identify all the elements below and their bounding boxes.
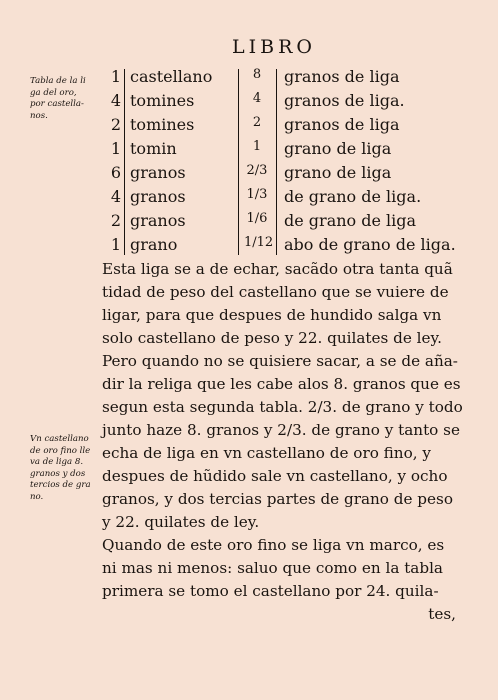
side-note-line: granos y dos [30,468,86,479]
table-cell: granos [130,211,186,230]
table-cell: 4 [252,91,262,106]
table-row [100,67,470,90]
side-note-table [30,76,100,122]
text-line: tidad de peso del castellano que se vuiere de [102,283,449,301]
table-cell: 1 [110,67,122,86]
side-note-line: va de liga 8. [30,457,84,467]
table-cell: granos [130,163,186,182]
side-note-line: ga del oro, [30,87,77,98]
table-cell: grano de liga [284,163,392,182]
text-line: junto haze 8. granos y 2/3. de grano y tanto se [102,421,460,439]
text-line: tes, [428,605,456,623]
running-head: LIBRO [232,36,316,58]
table-row [100,115,470,138]
table-cell: granos de liga [284,67,400,86]
table-cell: tomines [130,115,195,134]
text-line: primera se tomo el castellano por 24. quila- [102,582,439,600]
table-cell: 1/6 [246,211,268,226]
table-cell: de grano de liga. [284,187,422,206]
text-line: ligar, para que despues de hundido salga vn [102,306,442,324]
side-note-castellano [30,434,100,503]
side-note-line: Tabla de la li [30,76,86,86]
table-cell: 1/3 [246,187,268,202]
table-cell: 2 [110,115,122,134]
text-line: echa de liga en vn castellano de oro fino, y [102,444,431,462]
side-note-line: Vn castellano [30,434,89,444]
text-line: Esta liga se a de echar, sacãdo otra tanta quã [102,260,453,278]
table-row [100,187,470,210]
text-line: Quando de este oro fino se liga vn marco, es [102,536,445,554]
table-cell: 6 [110,163,122,182]
table-cell: 4 [110,91,122,110]
table-cell: 1 [252,139,262,154]
table-cell: 8 [252,67,262,82]
text-line: ni mas ni menos: saluo que como en la tabla [102,559,443,577]
table-cell: granos de liga. [284,91,405,110]
table-cell: 1 [110,139,122,158]
table-cell: 1/12 [244,235,274,250]
side-note-line: de oro fino lle [30,445,91,456]
text-line: granos, y dos tercias partes de grano de peso [102,490,453,508]
table-cell: 1 [110,235,122,254]
side-note-line: tercios de gra [30,480,91,490]
table-cell: granos [130,187,186,206]
text-line: y 22. quilates de ley. [102,513,260,531]
text-line: Pero quando no se quisiere sacar, a se de aña- [102,352,458,370]
table-cell: 2 [110,211,122,230]
table-cell: 4 [110,187,122,206]
table-row [100,163,470,186]
table-cell: tomines [130,91,195,110]
table-cell: abo de grano de liga. [284,235,456,254]
table-cell: de grano de liga [284,211,417,230]
table-cell: granos de liga [284,115,400,134]
body-text [102,258,462,626]
table-row [100,139,470,162]
table-row [100,211,470,234]
side-note-line: no. [30,491,44,502]
table-cell: 2/3 [246,163,268,178]
text-line: dir la religa que les cabe alos 8. granos que es [102,375,461,393]
table-cell: 2 [252,115,262,130]
table-row [100,235,470,258]
table-cell: tomin [130,139,177,158]
text-line: segun esta segunda tabla. 2/3. de grano y todo [102,398,463,416]
table-row [100,91,470,114]
table-cell: castellano [130,67,213,86]
text-line: solo castellano de peso y 22. quilates de ley. [102,329,442,347]
side-note-line: por castella- [30,99,84,109]
table-cell: grano de liga [284,139,392,158]
alloy-table [100,67,470,257]
table-cell: grano [130,235,178,254]
text-line: despues de hũdido sale vn castellano, y ocho [102,467,448,485]
side-note-line: nos. [30,110,48,121]
